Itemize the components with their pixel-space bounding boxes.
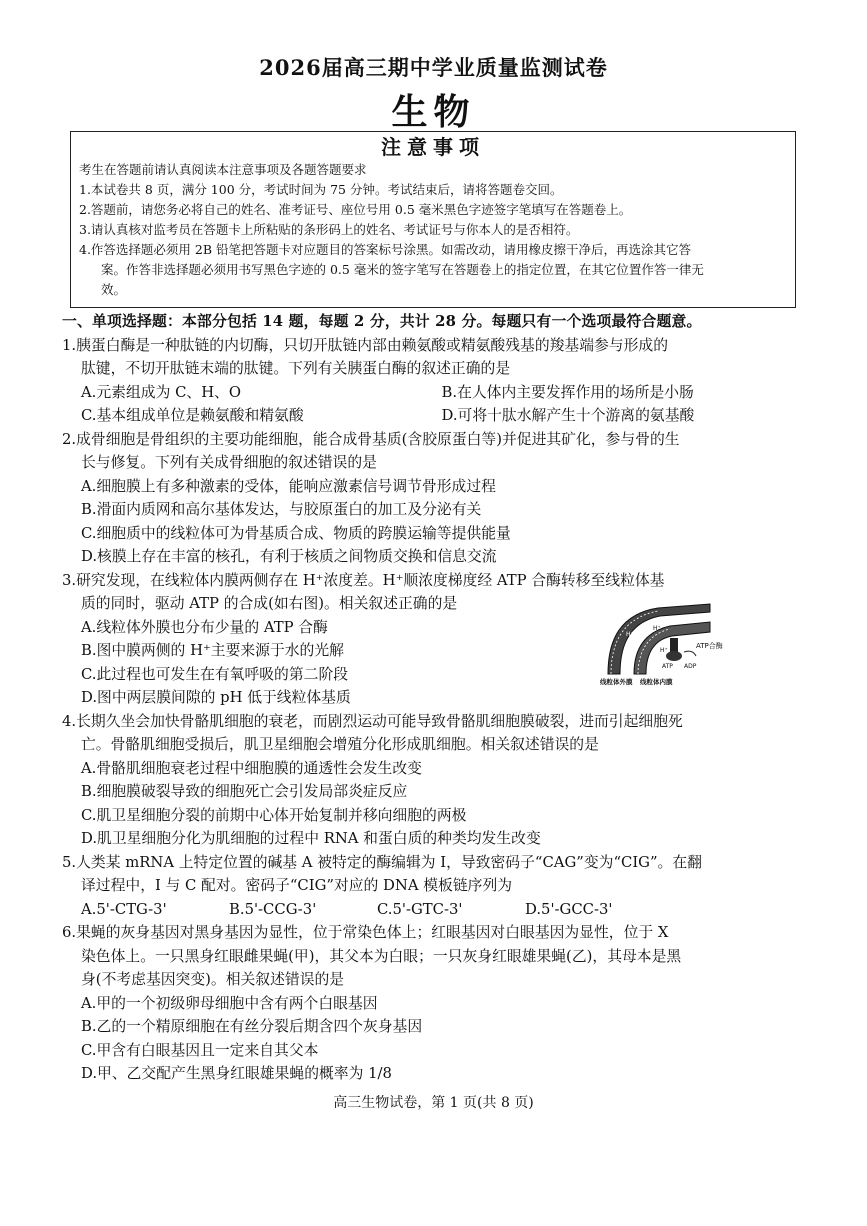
q3-stem-cont: 质的同时，驱动 ATP 的合成(如右图)。相关叙述正确的是 — [81, 595, 458, 612]
q6-option-c: C.甲含有白眼基因且一定来自其父本 — [81, 1041, 319, 1059]
q5-stem-cont: 译过程中，I 与 C 配对。密码子“CIG”对应的 DNA 模板链序列为 — [81, 877, 513, 894]
q1-option-b: B.在人体内主要发挥作用的场所是小肠 — [441, 383, 694, 401]
notice-body — [71, 160, 795, 300]
q6-option-d: D.甲、乙交配产生黑身红眼雄果蝇的概率为 1/8 — [81, 1065, 392, 1082]
h-ion-label: H⁺ — [653, 625, 661, 632]
q4-option-d: D.肌卫星细胞分化为肌细胞的过程中 RNA 和蛋白质的种类均发生改变 — [81, 830, 541, 847]
outer-membrane-label: 线粒体外膜 — [600, 678, 633, 686]
q2-option-d: D.核膜上存在丰富的核孔，有利于核质之间物质交换和信息交流 — [81, 548, 497, 565]
q1-options-row — [62, 404, 802, 428]
atp-synthase-label: ATP合酶 — [696, 642, 723, 650]
atp-label: ATP — [662, 663, 673, 670]
notice-heading: 注意事项 — [381, 135, 485, 159]
q5-options-row — [62, 898, 802, 922]
inner-membrane-label: 线粒体内膜 — [640, 678, 673, 686]
subject-title: 生物 — [391, 91, 476, 133]
q3-stem: 3.研究发现，在线粒体内膜两侧存在 H⁺浓度差。H⁺顺浓度梯度经 ATP 合酶转移至线粒体基 — [62, 571, 665, 589]
q2-stem-cont: 长与修复。下列有关成骨细胞的叙述错误的是 — [81, 454, 377, 471]
q2-option-a: A.细胞膜上有多种激素的受体，能响应激素信号调节骨形成过程 — [81, 477, 496, 495]
q4-option-b: B.细胞膜破裂导致的细胞死亡会引发局部炎症反应 — [81, 783, 408, 800]
notice-item: 案。作答非选择题必须用书写黑色字迹的 0.5 毫米的签字笔写在答题卷上的指定位置，在其它位置作答一律无 — [101, 262, 704, 277]
q5-option-b: B.5'-CCG-3' — [229, 900, 317, 918]
q2-option-b: B.滑面内质网和高尔基体发达，与胶原蛋白的加工及分泌有关 — [81, 501, 482, 518]
q1-stem: 1.胰蛋白酶是一种肽链的内切酶，只切开肽链内部由赖氨酸或精氨酸残基的羧基端参与形成的 — [62, 336, 668, 354]
notice-item: 1.本试卷共 8 页，满分 100 分，考试时间为 75 分钟。考试结束后，请将答题卷交回。 — [79, 182, 563, 197]
h-ion-label: H⁺ — [660, 647, 668, 654]
q2-stem: 2.成骨细胞是骨组织的主要功能细胞，能合成骨基质(含胶原蛋白等)并促进其矿化，参与骨的生 — [62, 430, 680, 448]
q6-stem-cont: 身(不考虑基因突变)。相关叙述错误的是 — [81, 971, 345, 988]
q5-stem: 5.人类某 mRNA 上特定位置的碱基 A 被特定的酶编辑为 I，导致密码子“CAG”变为“CIG”。在翻 — [62, 853, 702, 871]
q3-option-c: C.此过程也可发生在有氧呼吸的第二阶段 — [81, 665, 349, 683]
page-footer: 高三生物试卷，第 1 页(共 8 页) — [333, 1095, 534, 1111]
q6-option-a: A.甲的一个初级卵母细胞中含有两个白眼基因 — [81, 994, 378, 1012]
q4-stem-cont: 亡。骨骼肌细胞受损后，肌卫星细胞会增殖分化形成肌细胞。相关叙述错误的是 — [81, 736, 599, 753]
notice-box — [70, 131, 796, 308]
q6-stem-cont: 染色体上。一只黑身红眼雌果蝇(甲)，其父本为白眼；一只灰身红眼雄果蝇(乙)，其母本是黑 — [81, 947, 682, 965]
atp-synthase-shape — [666, 638, 696, 661]
q3-option-d: D.图中两层膜间隙的 pH 低于线粒体基质 — [81, 689, 351, 706]
q1-option-d: D.可将十肽水解产生十个游离的氨基酸 — [441, 407, 695, 424]
question-area — [62, 310, 802, 1086]
q1-option-a: A.元素组成为 C、H、O — [81, 383, 242, 401]
adp-label: ADP — [684, 663, 697, 670]
h-ion-label: H⁺ — [626, 631, 634, 638]
q5-option-d: D.5'-GCC-3' — [525, 900, 613, 918]
exam-title: 2026届高三期中学业质量监测试卷 — [259, 55, 608, 80]
q4-stem: 4.长期久坐会加快骨骼肌细胞的衰老，而剧烈运动可能导致骨骼肌细胞膜破裂，进而引起细胞死 — [62, 712, 683, 730]
q6-stem: 6.果蝇的灰身基因对黑身基因为显性，位于常染色体上；红眼基因对白眼基因为显性，位于 X — [62, 924, 669, 941]
q4-option-a: A.骨骼肌细胞衰老过程中细胞膜的通透性会发生改变 — [81, 759, 422, 777]
q4-option-c: C.肌卫星细胞分裂的前期中心体开始复制并移向细胞的两极 — [81, 806, 467, 824]
q5-option-c: C.5'-GTC-3' — [377, 900, 463, 918]
notice-item: 4.作答选择题必须用 2B 铅笔把答题卡对应题目的答案标号涂黑。如需改动，请用橡皮擦干净后，再选涂其它答 — [79, 242, 692, 257]
notice-item: 效。 — [101, 282, 127, 297]
q1-options-row — [62, 381, 802, 405]
notice-item: 2.答题前，请您务必将自己的姓名、准考证号、座位号用 0.5 毫米黑色字迹签字笔填写在答题卷上。 — [79, 202, 632, 217]
q3-mitochondria-figure — [598, 600, 738, 688]
notice-intro: 考生在答题前请认真阅读本注意事项及各题答题要求 — [79, 162, 367, 177]
q2-option-c: C.细胞质中的线粒体可为骨基质合成、物质的跨膜运输等提供能量 — [81, 524, 511, 542]
q6-option-b: B.乙的一个精原细胞在有丝分裂后期含四个灰身基因 — [81, 1018, 423, 1035]
q3-option-a: A.线粒体外膜也分布少量的 ATP 合酶 — [81, 618, 328, 636]
q1-stem-cont: 肽键，不切开肽链末端的肽键。下列有关胰蛋白酶的叙述正确的是 — [81, 360, 511, 377]
section-heading: 一、单项选择题：本部分包括 14 题，每题 2 分，共计 28 分。每题只有一个选项最符合题意。 — [62, 313, 702, 330]
q5-option-a: A.5'-CTG-3' — [81, 900, 167, 918]
notice-item: 3.请认真核对监考员在答题卡上所粘贴的条形码上的姓名、考试证号与你本人的是否相符。 — [79, 222, 579, 237]
q1-option-c: C.基本组成单位是赖氨酸和精氨酸 — [81, 407, 304, 424]
q3-option-b: B.图中膜两侧的 H⁺主要来源于水的光解 — [81, 642, 344, 659]
